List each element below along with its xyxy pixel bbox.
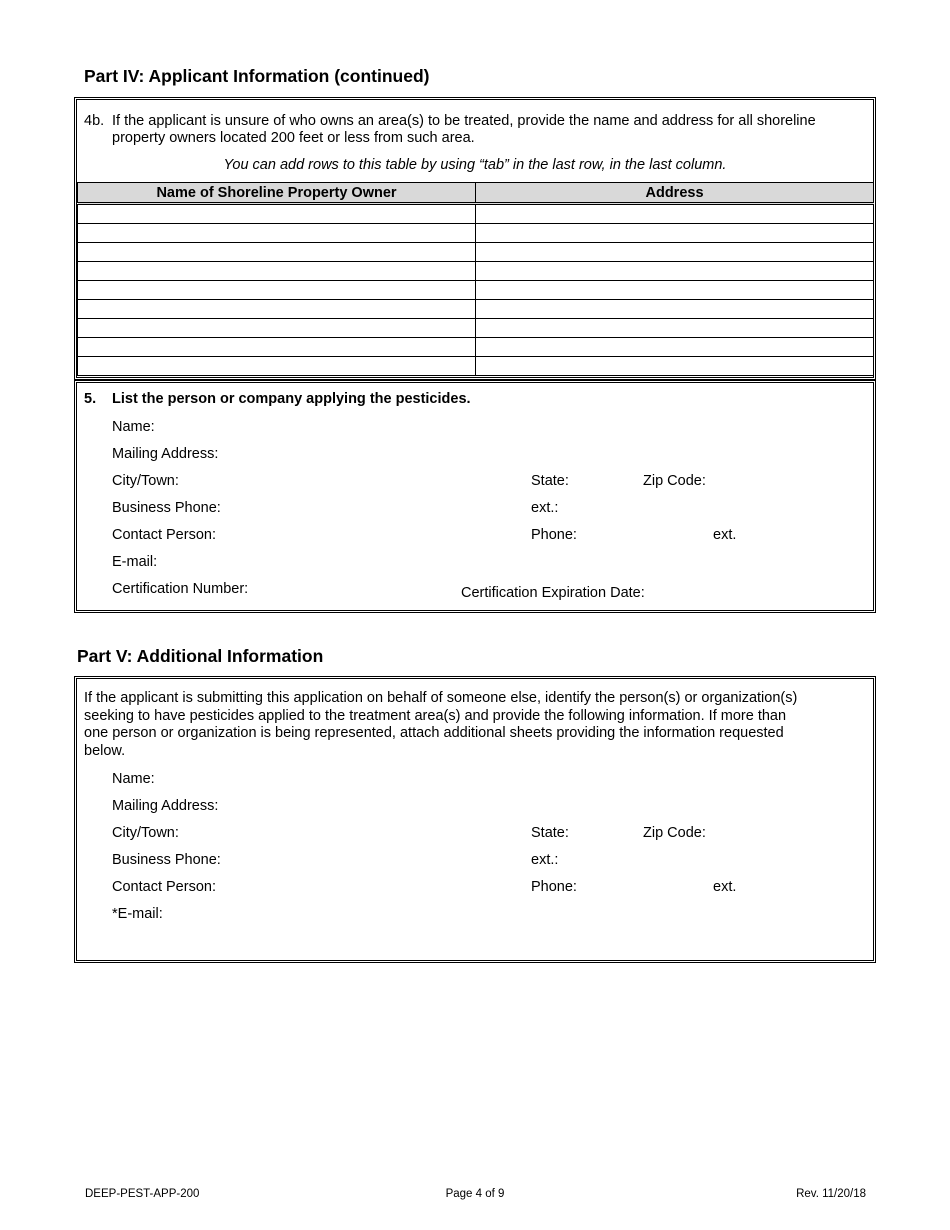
- q5-email-label: E-mail:: [112, 554, 158, 570]
- col-header-owner-name: Name of Shoreline Property Owner: [78, 183, 476, 204]
- p5-city-label: City/Town:: [112, 825, 179, 841]
- p5-zip-label: Zip Code:: [643, 825, 706, 841]
- p5-phone-label: Phone:: [531, 879, 577, 895]
- table-row: [78, 319, 874, 338]
- part-v-heading: Part V: Additional Information: [77, 646, 324, 666]
- q5-certification-number-label: Certification Number:: [112, 581, 249, 597]
- p5-mailing-address-label: Mailing Address:: [112, 798, 219, 814]
- table-row: [78, 204, 874, 224]
- q5-title: List the person or company applying the pesticides.: [112, 391, 471, 407]
- owner-name-cell[interactable]: [78, 300, 476, 319]
- footer-page-number: Page 4 of 9: [445, 1188, 505, 1200]
- q5-number: 5.: [84, 391, 97, 407]
- owner-name-cell[interactable]: [78, 204, 476, 224]
- address-cell[interactable]: [476, 338, 874, 357]
- owner-name-cell[interactable]: [78, 262, 476, 281]
- owner-name-cell[interactable]: [78, 224, 476, 243]
- q5-state-label: State:: [531, 473, 569, 489]
- shoreline-owners-table: [77, 182, 874, 376]
- table-row: [78, 338, 874, 357]
- q5-certification-expiration-label: Certification Expiration Date:: [461, 585, 645, 601]
- q5-zip-label: Zip Code:: [643, 473, 706, 489]
- owner-name-cell[interactable]: [78, 319, 476, 338]
- p5-business-ext-label: ext.:: [531, 852, 559, 868]
- part-v-intro-line1: If the applicant is submitting this application on behalf of someone else, identify the person(s) or organization(s): [84, 690, 798, 706]
- col-header-address: Address: [476, 183, 874, 204]
- address-cell[interactable]: [476, 243, 874, 262]
- address-cell[interactable]: [476, 281, 874, 300]
- q5-mailing-address-label: Mailing Address:: [112, 446, 219, 462]
- q5-phone-ext-label: ext.: [713, 527, 737, 543]
- section-4b-box: [74, 97, 876, 380]
- section-5-box: [74, 380, 876, 613]
- address-cell[interactable]: [476, 319, 874, 338]
- table-row: [78, 243, 874, 262]
- q4b-table-note: You can add rows to this table by using “tab” in the last row, in the last column.: [223, 157, 727, 173]
- q5-business-phone-label: Business Phone:: [112, 500, 221, 516]
- q5-contact-person-label: Contact Person:: [112, 527, 216, 543]
- table-row: [78, 281, 874, 300]
- address-cell[interactable]: [476, 262, 874, 281]
- p5-phone-ext-label: ext.: [713, 879, 737, 895]
- address-cell[interactable]: [476, 300, 874, 319]
- q4b-number: 4b.: [84, 113, 105, 129]
- owner-name-cell[interactable]: [78, 281, 476, 300]
- q5-business-ext-label: ext.:: [531, 500, 559, 516]
- q5-city-label: City/Town:: [112, 473, 179, 489]
- part-v-intro-line4: below.: [84, 742, 126, 759]
- section-part-v-box: [74, 676, 876, 963]
- p5-contact-person-label: Contact Person:: [112, 879, 216, 895]
- table-row: [78, 224, 874, 243]
- address-cell[interactable]: [476, 204, 874, 224]
- table-row: [78, 300, 874, 319]
- p5-email-label: *E-mail:: [112, 906, 163, 922]
- part-iv-heading: Part IV: Applicant Information (continued): [84, 66, 430, 86]
- address-cell[interactable]: [476, 224, 874, 243]
- table-row: [78, 262, 874, 281]
- q4b-text-line1: If the applicant is unsure of who owns an area(s) to be treated, provide the name and address for all shoreline: [112, 113, 816, 129]
- q5-name-label: Name:: [112, 419, 155, 435]
- p5-business-phone-label: Business Phone:: [112, 852, 221, 868]
- p5-name-label: Name:: [112, 771, 155, 787]
- q5-phone-label: Phone:: [531, 527, 577, 543]
- owner-name-cell[interactable]: [78, 243, 476, 262]
- p5-state-label: State:: [531, 825, 569, 841]
- owner-name-cell[interactable]: [78, 338, 476, 357]
- table-row: [78, 357, 874, 376]
- part-v-intro-line3: one person or organization is being represented, attach additional sheets providing the information requested: [84, 725, 784, 741]
- q4b-text-line2: property owners located 200 feet or less from such area.: [112, 130, 475, 146]
- footer-form-id: DEEP-PEST-APP-200: [85, 1188, 200, 1200]
- footer-revision: Rev. 11/20/18: [796, 1188, 866, 1200]
- part-v-intro-line2: seeking to have pesticides applied to the treatment area(s) and provide the following information. If more than: [84, 707, 787, 724]
- address-cell[interactable]: [476, 357, 874, 376]
- owner-name-cell[interactable]: [78, 357, 476, 376]
